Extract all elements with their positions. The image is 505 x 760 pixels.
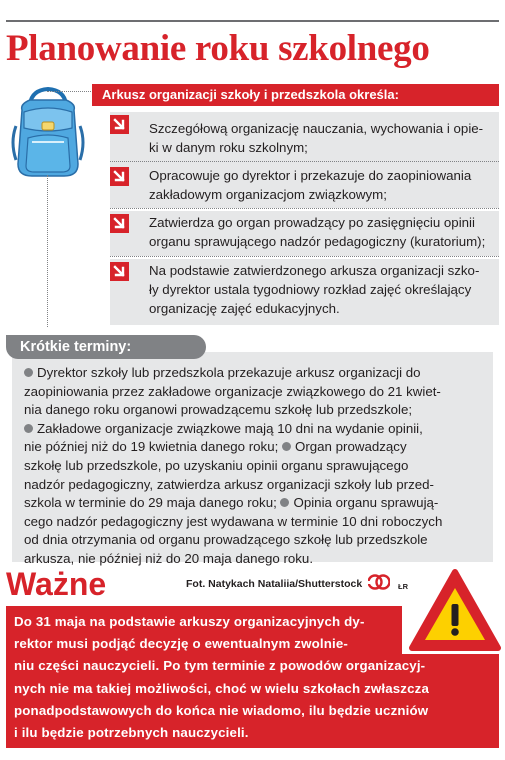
bullet-icon [24, 368, 33, 377]
arkusz-item-text: Zatwierdza go organ prowadzący po zasięgnięciu opinii organu sprawującego nadzór pedagogiczny (kuratorium); [149, 215, 486, 249]
arrow-down-right-icon [110, 214, 129, 233]
dotted-connector-top [47, 91, 91, 92]
arkusz-item [110, 164, 499, 208]
arkusz-item-text: Opracowuje go dyrektor i przekazuje do zaopiniowania zakładowym organizacjom związkowym; [149, 168, 472, 202]
wazne-text: Do 31 maja na podstawie arkuszy organizacyjnych dy- rektor musi podjąć decyzję o ewentualnym zwolnie- niu części nauczycieli. Po tym terminie z powodów organizacyj- nych nie ma takiej możliwości, choć w wielu szkołach zwłaszcza ponadpodstawowych do końca nie wiadomo, ilu będzie uczniów i ilu będzie potrzebnych nauczycieli. [14, 614, 429, 741]
divider [110, 256, 499, 257]
cp-logo [368, 572, 390, 592]
bullet-icon [280, 498, 289, 507]
arkusz-item-text: Na podstawie zatwierdzonego arkusza organizacji szko- ły dyrektor ustala tygodniowy rozkład zajęć określający organizację zajęć edukacyjnych. [149, 263, 480, 316]
divider [110, 161, 499, 162]
bullet-icon [24, 424, 33, 433]
dotted-connector [47, 175, 48, 327]
arkusz-heading: Arkusz organizacji szkoły i przedszkola określa: [92, 84, 499, 106]
terminy-heading: Krótkie terminy: [6, 335, 206, 359]
page-title: Planowanie roku szkolnego [6, 28, 430, 69]
wazne-heading: Ważne [6, 566, 107, 602]
arrow-down-right-icon [110, 167, 129, 186]
arrow-down-right-icon [110, 262, 129, 281]
photo-credit: Fot. Natykach Nataliia/Shutterstock [186, 578, 363, 590]
backpack-image [8, 82, 88, 182]
terminy-text: Dyrektor szkoły lub przedszkola przekazuje arkusz organizacji do zaopiniowania przez zakładowe organizacje związkowego do 21 kwiet- nia danego roku organowi prowadzącemu szkołę lub przedszkole; Zakładowe organizacje związkowe mają 10 dni na wydanie opinii, nie później niż do 19 kwietnia danego roku; Organ prowadzący szkołę lub przedszkole, po uzyskaniu opinii organu sprawującego nadzór pedagogiczny, zatwierdza arkusz organizacji szkoły lub przed- szkola w terminie do 29 maja danego roku; Opinia organu sprawują- cego nadzór pedagogiczny jest wydawana w terminie 10 dni roboczych od dnia otrzymania od organu prowadzącego szkołę lub przedszkole arkusza, nie później niż do 20 maja danego roku. [24, 365, 443, 566]
arkusz-item [110, 211, 499, 256]
divider [110, 208, 499, 209]
author-initials: ŁR [398, 582, 408, 591]
arkusz-item-text: Szczegółową organizację nauczania, wychowania i opie- ki w danym roku szkolnym; [149, 121, 484, 155]
arkusz-item [110, 112, 499, 165]
arrow-down-right-icon [110, 115, 129, 134]
bullet-icon [282, 442, 291, 451]
arkusz-item [110, 259, 499, 325]
top-rule [6, 20, 499, 22]
